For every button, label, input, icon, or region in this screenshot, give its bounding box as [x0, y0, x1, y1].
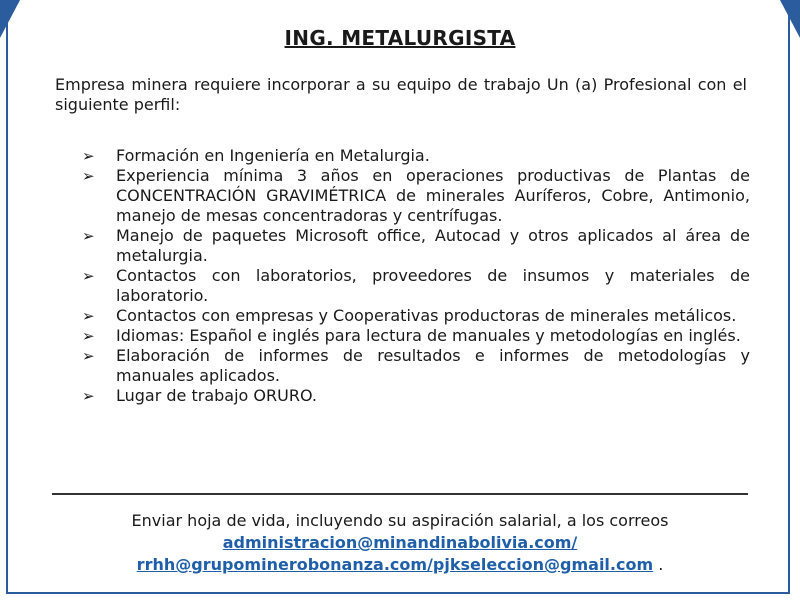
job-title: ING. METALURGISTA [284, 26, 516, 50]
list-item [82, 146, 750, 166]
email-line-2 [0, 554, 800, 576]
requirement-text: Formación en Ingeniería en Metalurgia. [116, 146, 430, 165]
divider [52, 493, 748, 495]
contact-footer [0, 510, 800, 576]
requirement-text: Contactos con empresas y Cooperativas productoras de minerales metálicos. [116, 306, 737, 325]
requirement-text: Elaboración de informes de resultados e informes de metodologías y manuales aplicados. [116, 346, 750, 385]
email-line-1 [0, 532, 800, 554]
arrow-bullet-icon: ➢ [82, 387, 95, 405]
requirements-list [82, 146, 750, 406]
list-item [82, 266, 750, 306]
requirement-text: Manejo de paquetes Microsoft office, Autocad y otros aplicados al área de metalurgia. [116, 226, 750, 265]
requirement-text: Lugar de trabajo ORURO. [116, 386, 317, 405]
list-item [82, 326, 750, 346]
arrow-bullet-icon: ➢ [82, 347, 95, 365]
arrow-bullet-icon: ➢ [82, 227, 95, 245]
email-link-rrhh[interactable]: rrhh@grupominerobonanza.com/pjkseleccion@gmail.com [136, 555, 654, 574]
requirement-text: Contactos con laboratorios, proveedores de insumos y materiales de laboratorio. [116, 266, 750, 305]
trailing-period: . [653, 555, 664, 574]
requirement-text: Idiomas: Español e inglés para lectura de manuales y metodologías en inglés. [116, 326, 741, 345]
email-link-administracion[interactable]: administracion@minandinabolivia.com/ [222, 533, 578, 552]
contact-instructions: Enviar hoja de vida, incluyendo su aspiración salarial, a los correos [131, 511, 669, 530]
arrow-bullet-icon: ➢ [82, 147, 95, 165]
intro-paragraph: Empresa minera requiere incorporar a su equipo de trabajo Un (a) Profesional con el siguiente perfil: [55, 75, 747, 114]
list-item [82, 306, 750, 326]
requirement-text: Experiencia mínima 3 años en operaciones productivas de Plantas de CONCENTRACIÓN GRAVIMÉTRICA de minerales Auríferos, Cobre, Antimonio, manejo de mesas concentradoras y centrífugas. [116, 166, 750, 225]
arrow-bullet-icon: ➢ [82, 167, 95, 185]
arrow-bullet-icon: ➢ [82, 327, 95, 345]
arrow-bullet-icon: ➢ [82, 267, 95, 285]
list-item [82, 166, 750, 226]
list-item [82, 386, 750, 406]
list-item [82, 226, 750, 266]
list-item [82, 346, 750, 386]
arrow-bullet-icon: ➢ [82, 307, 95, 325]
